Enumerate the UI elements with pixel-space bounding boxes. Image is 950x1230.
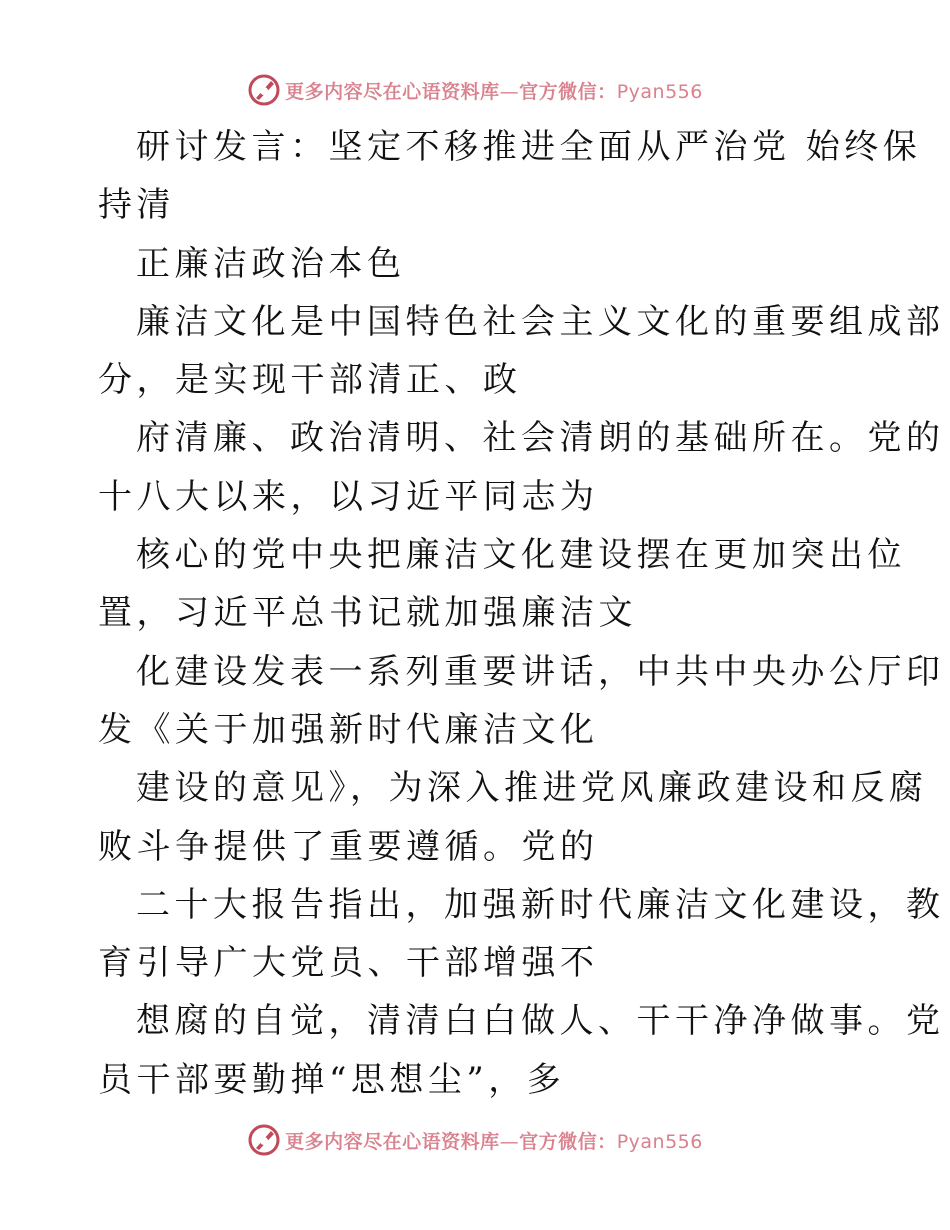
brand-logo-icon: [247, 1123, 281, 1157]
watermark-dash: —: [499, 1130, 520, 1153]
text-line: 廉洁文化是中国特色社会主义文化的重要组成部: [136, 301, 945, 342]
watermark-text: [285, 1127, 703, 1154]
watermark-account: Pyan556: [616, 1130, 703, 1153]
watermark-official: 官方微信：: [519, 80, 617, 103]
text-line: 分，是实现干部清正、政: [98, 360, 522, 401]
watermark-text: [285, 77, 703, 104]
text-line: 建设的意见》，为深入推进党风廉政建设和反腐: [136, 768, 928, 809]
watermark-dash: —: [499, 80, 520, 103]
text-line: 化建设发表一系列重要讲话，中共中央办公厅印: [136, 651, 945, 692]
text-line: 置，习近平总书记就加强廉洁文: [98, 593, 637, 634]
text-line: 员干部要勤掸“思想尘”，多: [98, 1059, 566, 1100]
footer-watermark: [0, 1120, 950, 1160]
brand-logo-icon: [247, 73, 281, 107]
text-line: 核心的党中央把廉洁文化建设摆在更加突出位: [136, 535, 906, 576]
text-line: 府清廉、政治清明、社会清朗的基础所在。党的: [136, 418, 945, 459]
document-body: [98, 118, 945, 1109]
text-line: 研讨发言：坚定不移推进全面从严治党 始终保: [136, 127, 922, 167]
text-line: 发《关于加强新时代廉洁文化: [98, 709, 599, 750]
text-line: 正廉洁政治本色: [136, 243, 406, 284]
text-line: 想腐的自觉，清清白白做人、干干净净做事。党: [136, 1001, 945, 1042]
watermark-account: Pyan556: [616, 80, 703, 103]
header-watermark: [0, 70, 950, 110]
text-line: 十八大以来，以习近平同志为: [98, 476, 599, 517]
text-line: 育引导广大党员、干部增强不: [98, 943, 599, 984]
text-line: 持清: [98, 185, 175, 226]
watermark-brand: 更多内容尽在心语资料库: [285, 1130, 500, 1153]
watermark-official: 官方微信：: [519, 1130, 617, 1153]
text-line: 二十大报告指出，加强新时代廉洁文化建设，教: [136, 884, 945, 925]
watermark-brand: 更多内容尽在心语资料库: [285, 80, 500, 103]
text-line: 败斗争提供了重要遵循。党的: [98, 826, 599, 867]
